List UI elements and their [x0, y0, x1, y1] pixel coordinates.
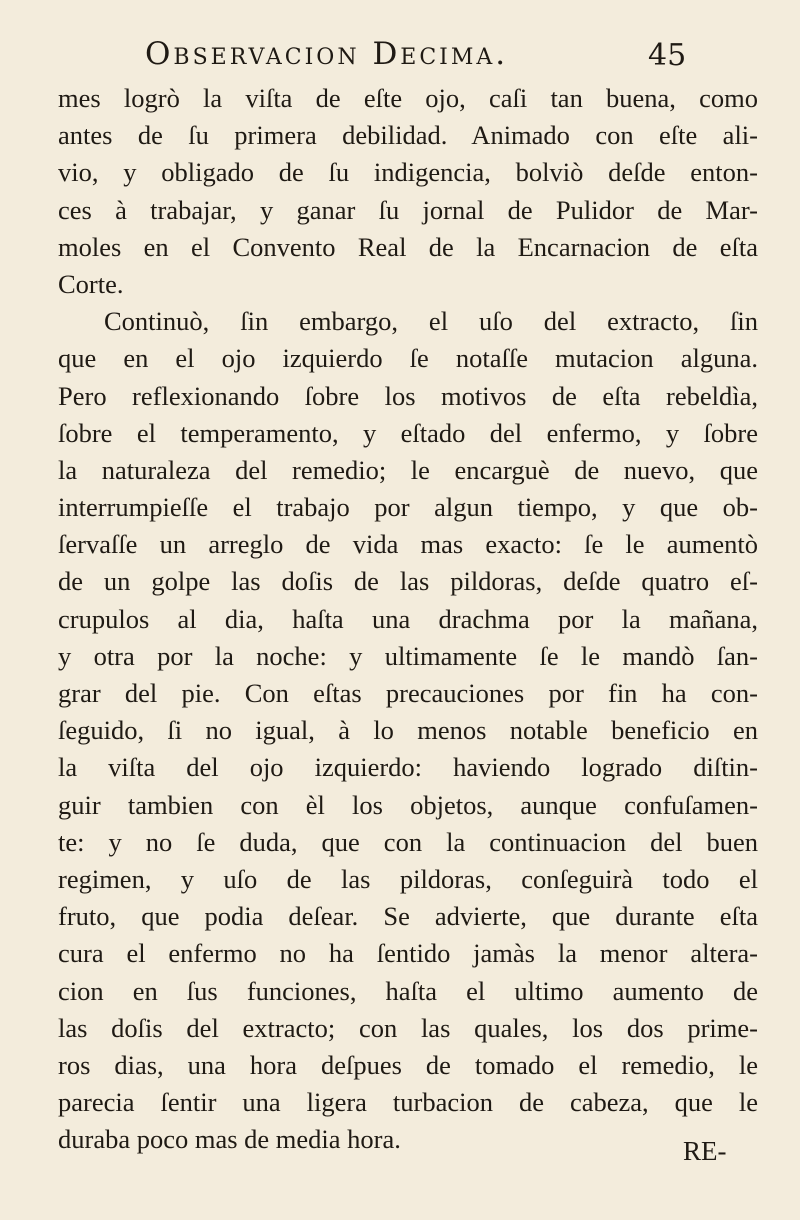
- text-line: grar del pie. Con eſtas precauciones por fin ha con-: [58, 678, 758, 708]
- text-line: ſervaſſe un arreglo de vida mas exacto: ſe le aumentò: [58, 529, 758, 560]
- page-number: 45: [648, 38, 687, 73]
- running-head: Observacion Decima.: [145, 36, 509, 72]
- text-line: vio, y obligado de ſu indigencia, bolviò deſde enton-: [58, 157, 758, 188]
- text-line: la naturaleza del remedio; le encarguè de nuevo, que: [58, 454, 758, 485]
- text-line: las doſis del extracto; con las quales, los dos prime-: [58, 1012, 758, 1043]
- text-line: que en el ojo izquierdo ſe notaſſe mutacion alguna.: [58, 343, 758, 374]
- text-line: te: y no ſe duda, que con la continuacion del buen: [58, 826, 758, 857]
- text-line: moles en el Convento Real de la Encarnacion de eſta: [58, 231, 758, 262]
- text-line: Corte.: [58, 268, 124, 299]
- catchword: RE-: [683, 1136, 727, 1166]
- text-line: la viſta del ojo izquierdo: haviendo logrado diſtin-: [58, 752, 758, 783]
- text-line: parecia ſentir una ligera turbacion de cabeza, que le: [58, 1087, 758, 1118]
- text-line: y otra por la noche: y ultimamente ſe le mandò ſan-: [58, 640, 758, 671]
- text-line: Continuò, ſin embargo, el uſo del extracto, ſin: [104, 306, 758, 337]
- text-line: ces à trabajar, y ganar ſu jornal de Pulidor de Mar-: [58, 194, 758, 225]
- text-line: cion en ſus funciones, haſta el ultimo aumento de: [58, 975, 758, 1006]
- text-line: antes de ſu primera debilidad. Animado con eſte ali-: [58, 120, 758, 151]
- text-line: de un golpe las doſis de las pildoras, deſde quatro eſ-: [58, 566, 758, 597]
- text-line: ros dias, una hora deſpues de tomado el remedio, le: [58, 1049, 758, 1080]
- text-line: ſobre el temperamento, y eſtado del enfermo, y ſobre: [58, 417, 758, 448]
- text-line: fruto, que podia deſear. Se advierte, que durante eſta: [58, 901, 758, 932]
- text-line: Pero reflexionando ſobre los motivos de eſta rebeldìa,: [58, 380, 758, 411]
- text-line: guir tambien con èl los objetos, aunque confuſamen-: [58, 789, 758, 820]
- text-line: crupulos al dia, haſta una drachma por la mañana,: [58, 603, 758, 634]
- text-line: mes logrò la viſta de eſte ojo, caſi tan buena, como: [58, 83, 758, 113]
- paragraph-2: [58, 303, 758, 1158]
- paragraph-1: [58, 80, 758, 303]
- body-text: [58, 80, 758, 1158]
- text-line: duraba poco mas de media hora.: [58, 1124, 401, 1155]
- text-line: interrumpieſſe el trabajo por algun tiempo, y que ob-: [58, 492, 758, 523]
- text-line: regimen, y uſo de las pildoras, conſeguirà todo el: [58, 863, 758, 894]
- text-line: ſeguido, ſi no igual, à lo menos notable beneficio en: [58, 715, 758, 746]
- text-line: cura el enfermo no ha ſentido jamàs la menor altera-: [58, 938, 758, 969]
